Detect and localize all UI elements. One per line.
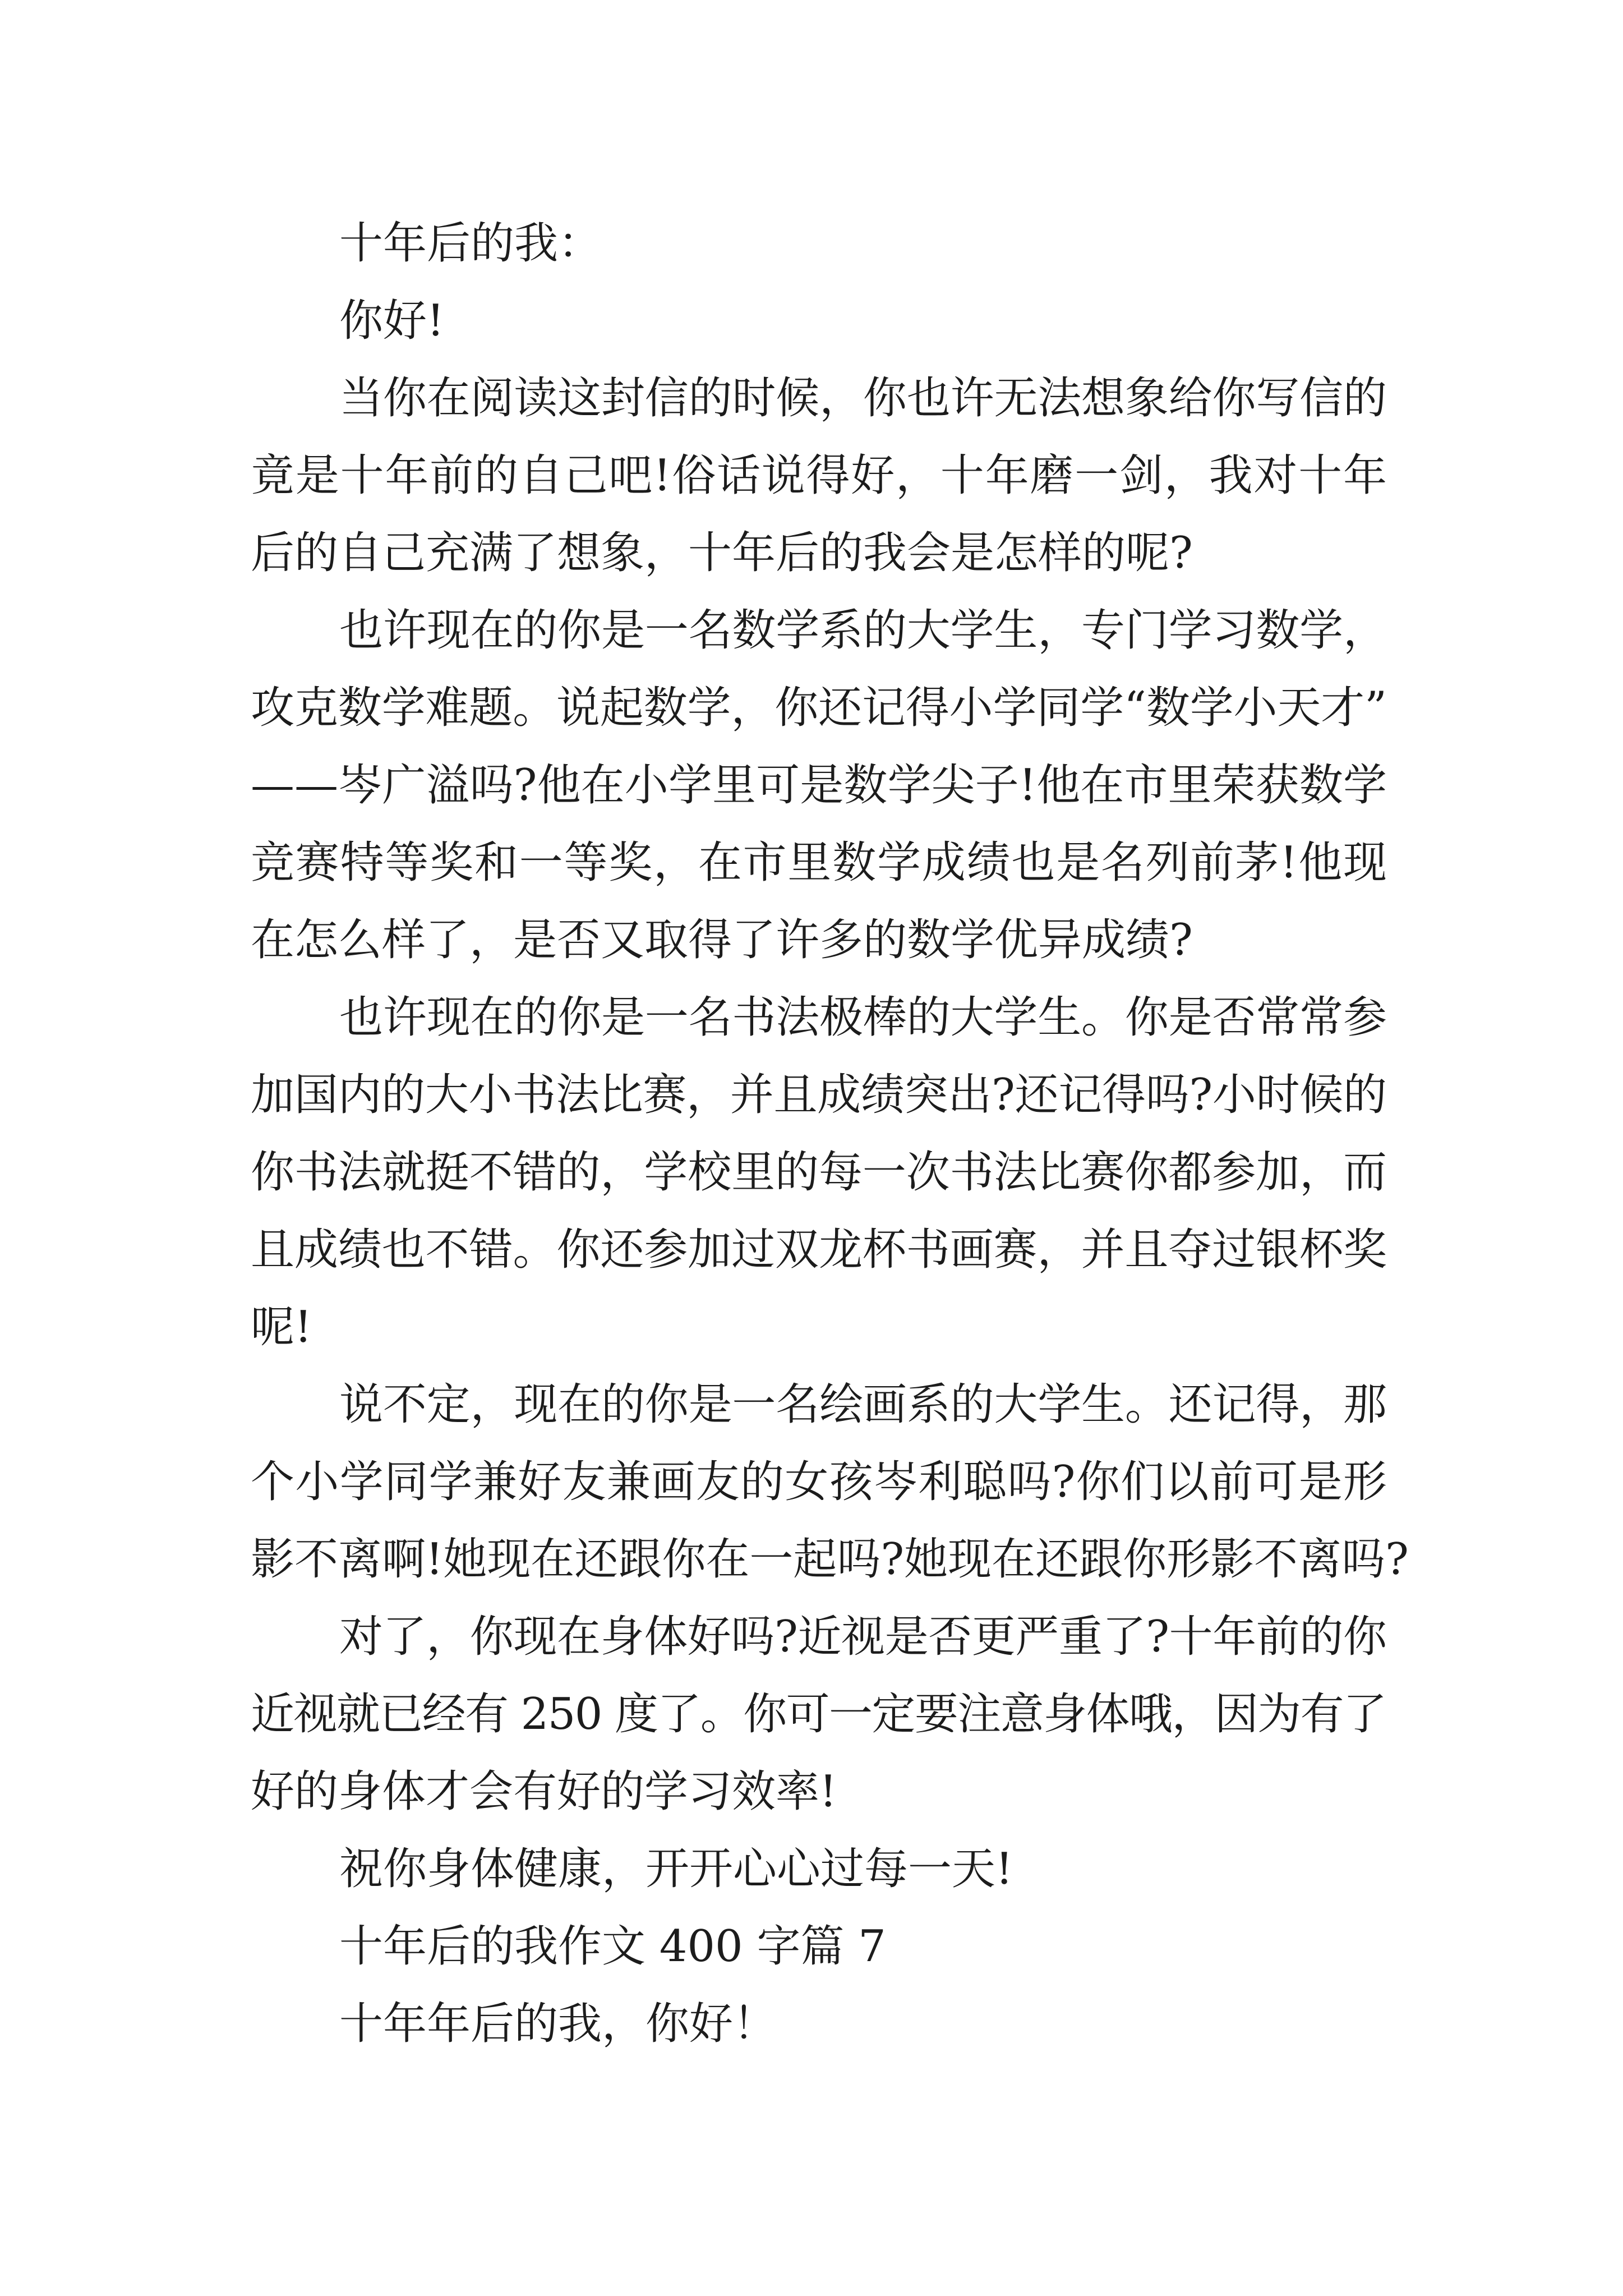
greeting — [251, 282, 1387, 360]
text-line: 也许现在的你是一名数学系的大学生，专门学习数学， — [339, 605, 1387, 656]
text-line: 竞赛特等奖和一等奖，在市里数学成绩也是名列前茅!他现 — [251, 838, 1388, 888]
text-line: 加国内的大小书法比赛，并且成绩突出?还记得吗?小时候的 — [251, 1070, 1387, 1120]
body-paragraph — [251, 360, 1387, 592]
text-line: 攻克数学难题。说起数学，你还记得小学同学“数学小天才” — [251, 683, 1387, 733]
text-line: 当你在阅读这封信的时候，你也许无法想象给你写信的 — [339, 373, 1387, 424]
salutation — [251, 205, 1387, 282]
section-title — [251, 1908, 1387, 1985]
body-paragraph — [251, 1366, 1409, 1598]
text-line: 竟是十年前的自己吧!俗话说得好，十年磨一剑，我对十年 — [251, 450, 1388, 501]
text-line: 你书法就挺不错的，学校里的每一次书法比赛你都参加，而 — [251, 1147, 1387, 1198]
text-line: 个小学同学兼好友兼画友的女孩岑利聪吗?你们以前可是形 — [251, 1457, 1388, 1507]
text-line: 后的自己充满了想象，十年后的我会是怎样的呢? — [251, 528, 1193, 578]
body-paragraph — [251, 979, 1387, 1366]
text-line: 说不定，现在的你是一名绘画系的大学生。还记得，那 — [339, 1379, 1387, 1430]
text-line: 你好! — [339, 296, 445, 346]
text-line: 十年后的我作文 400 字篇 7 — [339, 1921, 886, 1972]
text-line: 好的身体才会有好的学习效率! — [251, 1766, 837, 1817]
text-line: 近视就已经有 250 度了。你可一定要注意身体哦，因为有了 — [251, 1689, 1386, 1740]
greeting — [251, 1985, 1387, 2063]
closing-wish — [251, 1830, 1387, 1908]
text-line: 呢! — [251, 1302, 312, 1352]
text-line: 对了，你现在身体好吗?近视是否更严重了?十年前的你 — [339, 1612, 1387, 1662]
text-line: 在怎么样了，是否又取得了许多的数学优异成绩? — [251, 915, 1193, 965]
text-line: ——岑广溢吗?他在小学里可是数学尖子!他在市里荣获数学 — [251, 760, 1387, 811]
text-line: 且成绩也不错。你还参加过双龙杯书画赛，并且夺过银杯奖 — [251, 1225, 1387, 1275]
text-line: 祝你身体健康，开开心心过每一天! — [339, 1844, 1013, 1894]
letter-body — [251, 205, 1409, 2063]
text-line: 十年后的我： — [339, 218, 602, 269]
text-line: 影不离啊!她现在还跟你在一起吗?她现在还跟你形影不离吗? — [251, 1534, 1409, 1585]
text-line: 也许现在的你是一名书法极棒的大学生。你是否常常参 — [339, 992, 1387, 1043]
body-paragraph — [251, 592, 1387, 979]
text-line: 十年年后的我，你好！ — [339, 1999, 777, 2049]
body-paragraph — [251, 1598, 1387, 1830]
